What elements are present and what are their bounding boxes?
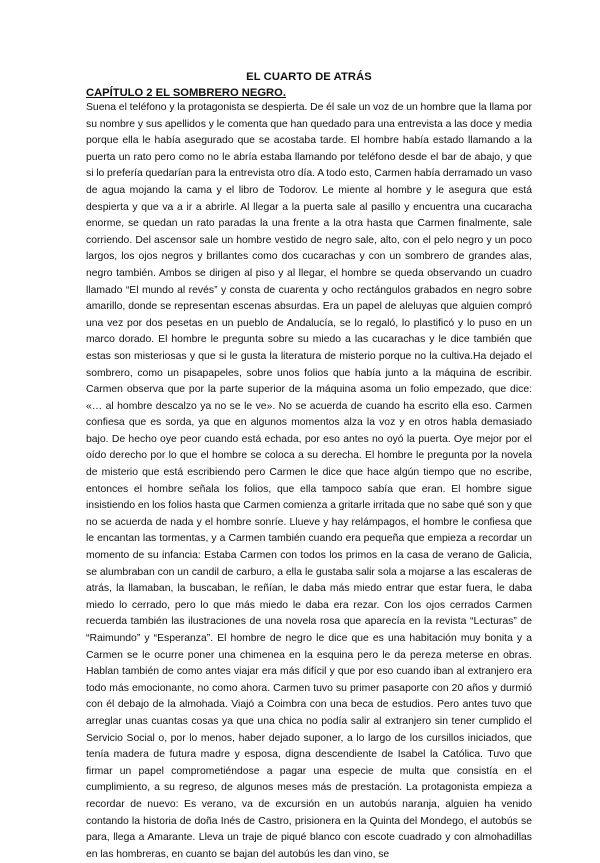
chapter-heading: CAPÍTULO 2 EL SOMBRERO NEGRO. [86,87,286,99]
body-paragraph: Suena el teléfono y la protagonista se despierta. De él sale un voz de un hombre que la llama por su nombre y sus apellidos y le comenta que han quedado para una entrevista a las doce y media porque ella le había asegurado que se acostaba tarde. El hombre había estado llamando a la puerta un rato pero como no le abría estaba llamando por teléfono desde el bar de abajo, y que si lo prefería quedarían para la entrevista otro día. A todo esto, Carmen había derramado un vaso de agua mojando la cama y el libro de Todorov. Le miente al hombre y le asegura que está despierta y que va a ir a abrirle. Al llegar a la puerta sale al pasillo y encuentra una cucaracha enorme, se quedan un rato paradas la una frente a la otra hasta que Carmen finalmente, sale corriendo. Del ascensor sale un hombre vestido de negro sale, alto, con el pelo negro y un poco largos, los ojos negros y brillantes como dos cucarachas y con un sombrero de grandes alas, negro también. Ambos se dirigen al piso y al llegar, el hombre se queda observando un cuadro llamado “El mundo al revés” y consta de cuarenta y ocho rectángulos grabados en negro sobre amarillo, donde se representan escenas absurdas. Era un papel de aleluyas que alguien compró una vez por dos pesetas en un pueblo de Andalucía, se lo regaló, lo plastificó y lo puso en un marco dorado. El hombre le pregunta sobre su miedo a las cucarachas y le dice también que estas son misteriosas y que si le gusta la literatura de misterio porque no la cultiva.Ha dejado el sombrero, como un pisapapeles, sobre unos folios que había junto a la máquina de escribir. Carmen observa que por la parte superior de la máquina asoma un folio empezado, que dice: «… al hombre descalzo ya no se le ve». No se acuerda de cuando ha escrito ella eso. Carmen confiesa que es sorda, ya que en algunos momentos alza la voz y en otros habla demasiado bajo. De hecho oye peor cuando está echada, por eso antes no oyó la puerta. Oye mejor por el oído derecho por lo que el hombre se coloca a su derecha. El hombre le pregunta por la novela de misterio que está escribiendo pero Carmen le dice que hace algún tiempo que no escribe, entonces el hombre señala los folios, que ella tampoco sabía que eran. El hombre sigue insistiendo en los folios hasta que Carmen comienza a gritarle irritada que no sabe qué son y que no se acuerda de nada y el hombre sonríe. Llueve y hay relámpagos, el hombre le confiesa que le encantan las tormentas, y a Carmen también cuando era pequeña que empieza a recordar un momento de su infancia: Estaba Carmen con todos los primos en la casa de verano de Galicia, se alumbraban con un candil de carburo, a ella le gustaba salir sola a mojarse a las escaleras de atrás, la llamaban, la buscaban, le reñían, le daba más miedo entrar que estar fuera, le daba miedo lo cerrado, pero lo que más miedo le daba era rezar. Con los ojos cerrados Carmen recuerda también las ilustraciones de una novela rosa que aparecía en la revista “Lecturas” de “Raimundo” y “Esperanza”. El hombre de negro le dice que es una habitación muy bonita y a Carmen se le ocurre poner una chimenea en la esquina pero le da pereza meterse en obras. Hablan también de como antes viajar era más difícil y que por eso cuando iban al extranjero era todo más emocionante, no como ahora. Carmen tuvo su primer pasaporte con 20 años y durmió con él debajo de la almohada. Viajó a Coimbra con una beca de estudios. Pero antes tuvo que arreglar unas cuantas cosas ya que una chica no podía salir al extranjero sin tener cumplido el Servicio Social o, por lo menos, haber dejado suponer, a lo largo de los cursillos iniciados, que tenía madera de futura madre y esposa, digna descendiente de Isabel la Católica. Tuvo que firmar un papel comprometiéndose a pagar una especie de multa que consistía en el cumplimiento, a su regreso, de algunos meses más de prestación. La protagonista empieza a recordar de nuevo: Es verano, va de excursión en un autobús naranja, alguien ha venido contando la historia de doña Inés de Castro, prisionera en la Quinta del Mondego, el autobús se para, llega a Amarante. Lleva un traje de piqué blanco con escote cuadrado y con almohadillas en las hombreras, en cuanto se bajan del autobús les dan vino, se [86,102,532,860]
page-title: EL CUARTO DE ATRÁS [246,71,372,83]
document-page [86,70,532,863]
